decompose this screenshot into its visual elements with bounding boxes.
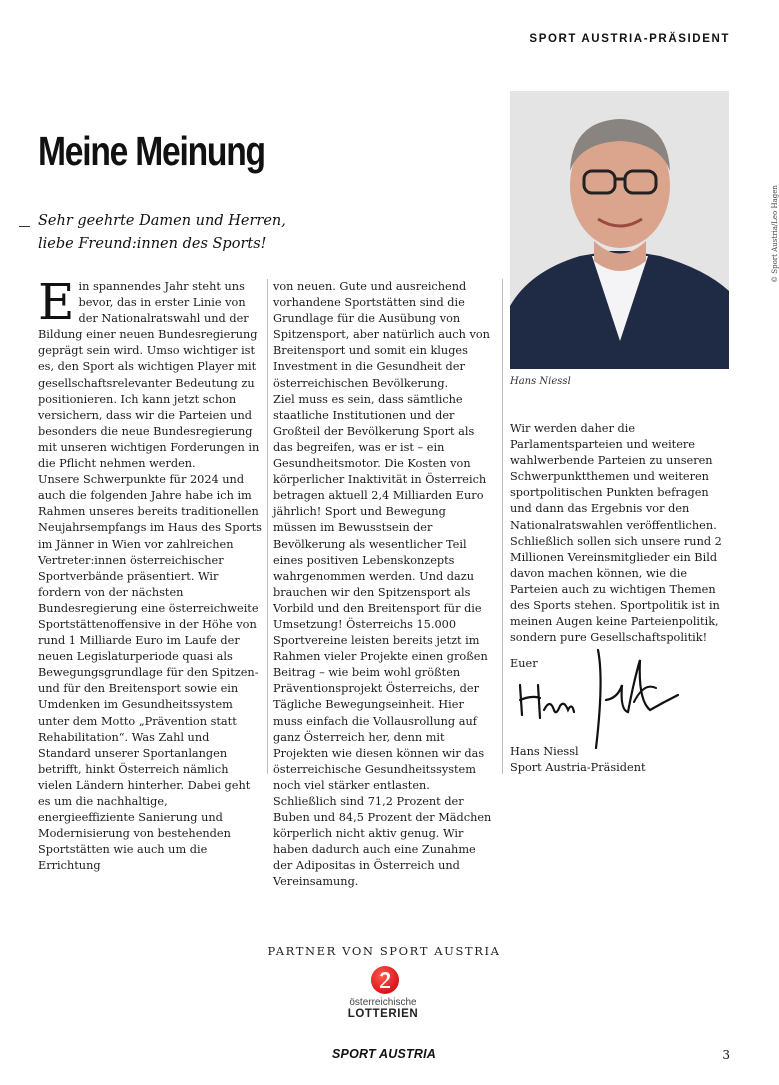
partner-label: PARTNER VON SPORT AUSTRIA bbox=[267, 944, 501, 958]
paragraph: Ziel muss es sein, dass sämtliche staatliche Institutionen und der Großteil der Bevölkerung Sport als das begreifen, was er ist – ein Gesundheitsmotor. Die Kosten von körperlicher Inaktivität in Österreich betragen aktuell 2,4 Milliarden Euro jährlich! Sport und Bewegung müssen im Bewusstsein der Bevölkerung als wesentlicher Teil eines positiven Lebenskonzepts wahrgenommen werden. Und dazu brauchen wir den Spitzensport als Vorbild und den Breitensport für die Umsetzung! Österreichs 15.000 Sportvereine leisten bereits jetzt im Rahmen vieler Projekte einen großen Beitrag – wie beim wohl größten Präventionsprojekt Österreichs, der Tägliche Bewegungseinheit. Hier muss einfach die Vollausrollung auf ganz Österreich her, denn mit Projekten wie diesen können wir das österreichische Gesundheitssystem noch viel stärker entlasten. Schließlich sind 71,2 Prozent der Buben und 84,5 Prozent der Mädchen körperlich nicht aktiv genug. Wir haben dadurch auch eine Zunahme der Adipositas in Österreich und Vereinsamung. bbox=[273, 392, 492, 889]
partner-logo-line-2: LOTTERIEN bbox=[347, 1008, 419, 1020]
article-column-3 bbox=[510, 421, 730, 672]
section-label: SPORT AUSTRIA-PRÄSIDENT bbox=[529, 33, 730, 45]
photo-caption: Hans Niessl bbox=[510, 376, 571, 387]
page-number: 3 bbox=[722, 1048, 730, 1062]
signer-title: Sport Austria-Präsident bbox=[510, 761, 646, 775]
paragraph: Unsere Schwerpunkte für 2024 und auch die folgenden Jahre habe ich im Rahmen unseres bereits traditionellen Neujahrsempfangs im Haus des Sports im Jänner in Wien vor zahlreichen Vertreter:innen österreichischer Sportverbände präsentiert. Wir fordern von der nächsten Bundesregierung eine österreichweite Sportstättenoffensive in der Höhe von rund 1 Milliarde Euro im Laufe der neuen Legislaturperiode quasi als Bewegungsgrundlage für den Spitzen- und für den Breitensport sowie ein Umdenken im Gesundheitssystem unter dem Motto „Prävention statt Rehabilitation“. Was Zahl und Standard unserer Sportanlangen betrifft, hinkt Österreich nämlich vielen Ländern hinterher. Dabei geht es um die nachhaltige, energieeffiziente Sanierung und Modernisierung von bestehenden Sportstätten wie auch um die Errichtung bbox=[38, 473, 262, 873]
lotto-ball-icon bbox=[371, 966, 399, 994]
photo-credit: © Sport Austria/Leo Hagen bbox=[771, 185, 779, 283]
salutation bbox=[38, 210, 286, 256]
partner-logo bbox=[335, 966, 431, 1026]
paragraph: Wir werden daher die Parlamentsparteien und weitere wahlwerbende Parteien zu unseren Schwerpunktthemen und weiteren sportpolitischen Punkten befragen und dann das Ergebnis vor den Nationalratswahlen veröffentlichen. Schließlich sollen sich unsere rund 2 Millionen Vereinsmitglieder ein Bild davon machen können, wie die Parteien auch zu wichtigen Themen des Sports stehen. Sportpolitik ist in meinen Augen keine Parteienpolitik, sondern pure Gesellschaftspolitik! bbox=[510, 422, 722, 645]
paragraph-text: in spannendes Jahr steht uns bevor, das in erster Linie von der Nationalratswahl und der Bildung einer neuen Bundesregierung geprägt sein wird. Umso wichtiger ist es, den Sport als wichtigen Player mit gesellschaftsrelevanter Bedeutung zu positionieren. Ich kann jetzt schon versichern, dass wir die Parteien und besonders die neue Bundesregierung mit unseren wichtigen Forderungen in die Pflicht nehmen werden. bbox=[38, 280, 260, 471]
drop-cap: E bbox=[38, 273, 75, 331]
article-column-2 bbox=[273, 279, 493, 891]
salutation-dash bbox=[19, 226, 30, 227]
portrait-illustration bbox=[510, 91, 729, 369]
handwritten-signature bbox=[510, 640, 690, 750]
article-column-1 bbox=[38, 273, 264, 874]
portrait-photo bbox=[510, 91, 729, 369]
brand-logo: SPORT AUSTRIA bbox=[332, 1047, 436, 1061]
paragraph bbox=[38, 273, 264, 472]
column-divider bbox=[267, 279, 268, 774]
paragraph: von neuen. Gute und ausreichend vorhandene Sportstätten sind die Grundlage für die Ausübung von Spitzensport, aber natürlich auch von Breitensport und somit ein kluges Investment in die Gesundheit der österreichischen Bevölkerung. bbox=[273, 280, 490, 390]
page-title: Meine Meinung bbox=[38, 128, 265, 174]
column-divider bbox=[502, 279, 503, 774]
salutation-line-2: liebe Freund:innen des Sports! bbox=[38, 236, 267, 252]
signer-name: Hans Niessl bbox=[510, 745, 579, 758]
closing: Euer bbox=[510, 657, 538, 671]
partner-logo-line-1: österreichische bbox=[349, 997, 417, 1008]
salutation-line-1: Sehr geehrte Damen und Herren, bbox=[38, 213, 286, 229]
signature-block bbox=[510, 744, 646, 776]
